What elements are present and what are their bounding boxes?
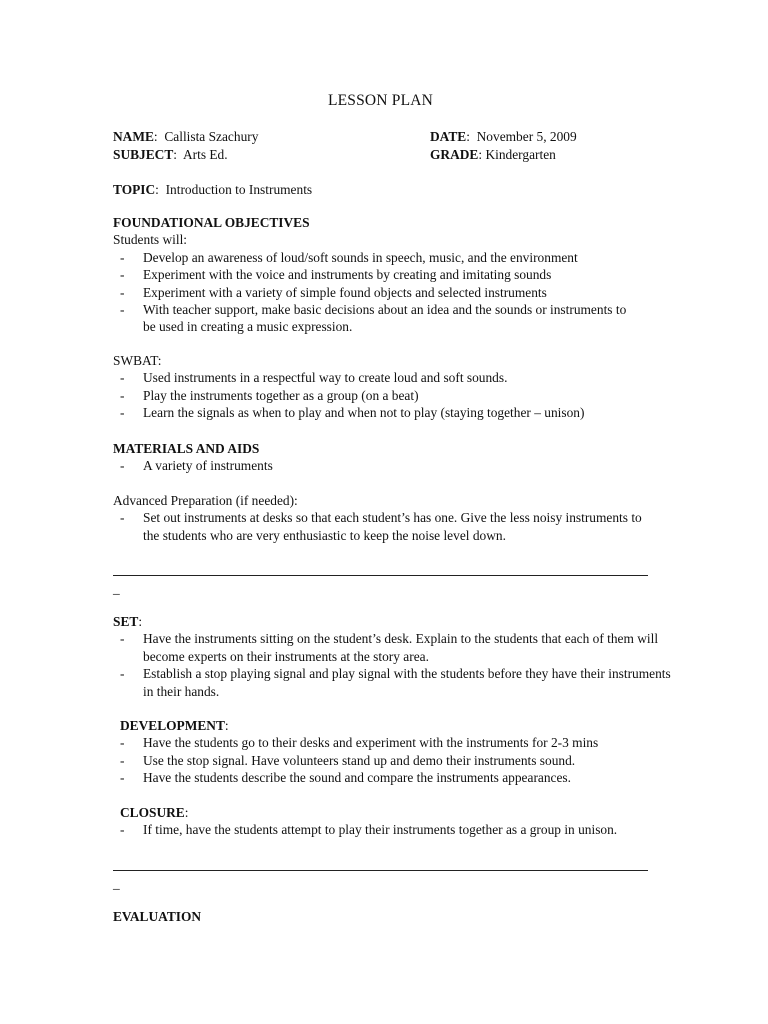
foundational-objectives-heading: FOUNDATIONAL OBJECTIVES [113,215,310,230]
advanced-preparation-list [113,509,673,544]
closure-heading: CLOSURE [120,805,185,820]
grade-value: Kindergarten [485,147,556,162]
list-item: - Experiment with the voice and instruments by creating and imitating sounds [120,267,552,283]
subject-label: SUBJECT [113,147,174,162]
list-item: - With teacher support, make basic decisions about an idea and the sounds or instruments to be used in creating a music expression. [120,302,627,335]
evaluation-section [113,908,673,925]
subject-field: SUBJECT: Arts Ed. [113,147,228,162]
advanced-preparation-heading: Advanced Preparation (if needed): [113,493,298,508]
materials-section [113,440,673,475]
foundational-intro: Students will: [113,232,188,248]
list-item: - Have the students describe the sound and compare the instruments appearances. [120,770,571,786]
list-item: - Experiment with a variety of simple found objects and selected instruments [120,284,547,300]
list-item: - Develop an awareness of loud/soft sounds in speech, music, and the environment [120,249,578,265]
list-item: - Used instruments in a respectful way to create loud and soft sounds. [120,370,508,386]
set-heading: SET [113,614,139,629]
topic-field: TOPIC: Introduction to Instruments [113,182,313,197]
foundational-objectives-section [113,214,673,336]
list-item: - Have the instruments sitting on the student’s desk. Explain to the students that each of them will become experts on their instruments at the story area. [120,631,659,664]
date-value: November 5, 2009 [476,129,577,144]
swbat-list [113,369,673,421]
divider-line [113,575,648,576]
list-item: - If time, have the students attempt to play their instruments together as a group in unison. [120,822,618,838]
swbat-heading: SWBAT: [113,353,162,368]
name-value: Callista Szachury [164,129,259,144]
materials-list [113,457,673,474]
set-section: SET: - Have the instruments sitting on the student’s desk. Explain to the students that each of them will become experts on their instruments at the story area. - Establish a stop playing signal and play signal with the students before they have their instruments in their hands. [113,613,673,700]
divider-underscore: _ [113,581,120,596]
document-title: LESSON PLAN [327,92,434,109]
list-item: - Have the students go to their desks and experiment with the instruments for 2-3 mins [120,735,599,751]
list-item: - Set out instruments at desks so that each student’s has one. Give the less noisy instruments to the students who are very enthusiastic to keep the noise level down. [120,510,642,543]
swbat-section [113,352,673,422]
development-list [113,734,673,786]
name-label: NAME [113,129,154,144]
topic-label: TOPIC [113,182,156,197]
development-heading: DEVELOPMENT [120,718,225,733]
date-label: DATE [430,129,467,144]
divider-line [113,870,648,871]
development-section: DEVELOPMENT: - Have the students go to their desks and experiment with the instruments for 2-3 mins - Use the stop signal. Have volunteers stand up and demo their instruments sound. - Have the students describe the sound and compare the instruments appearances. [113,717,673,787]
evaluation-heading: EVALUATION [113,909,202,924]
list-item: - Use the stop signal. Have volunteers stand up and demo their instruments sound. [120,752,576,768]
foundational-objectives-list [113,249,673,336]
date-field: DATE: November 5, 2009 [430,129,577,144]
list-item: - Play the instruments together as a group (on a beat) [120,387,419,403]
subject-value: Arts Ed. [182,147,228,162]
list-item: - Learn the signals as when to play and when not to play (staying together – unison) [120,405,585,421]
list-item: - A variety of instruments [120,458,273,474]
topic-value: Introduction to Instruments [165,182,313,197]
closure-list [113,821,673,838]
materials-heading: MATERIALS AND AIDS [113,441,260,456]
grade-label: GRADE [430,147,479,162]
set-list [113,630,673,700]
list-item: - Establish a stop playing signal and play signal with the students before they have their instruments in their hands. [120,666,671,699]
grade-field: GRADE: Kindergarten [430,147,556,162]
closure-section: CLOSURE: - If time, have the students attempt to play their instruments together as a group in unison. [113,804,673,839]
divider-underscore: _ [113,876,120,891]
advanced-preparation-section [113,492,673,544]
name-field: NAME: Callista Szachury [113,129,259,144]
